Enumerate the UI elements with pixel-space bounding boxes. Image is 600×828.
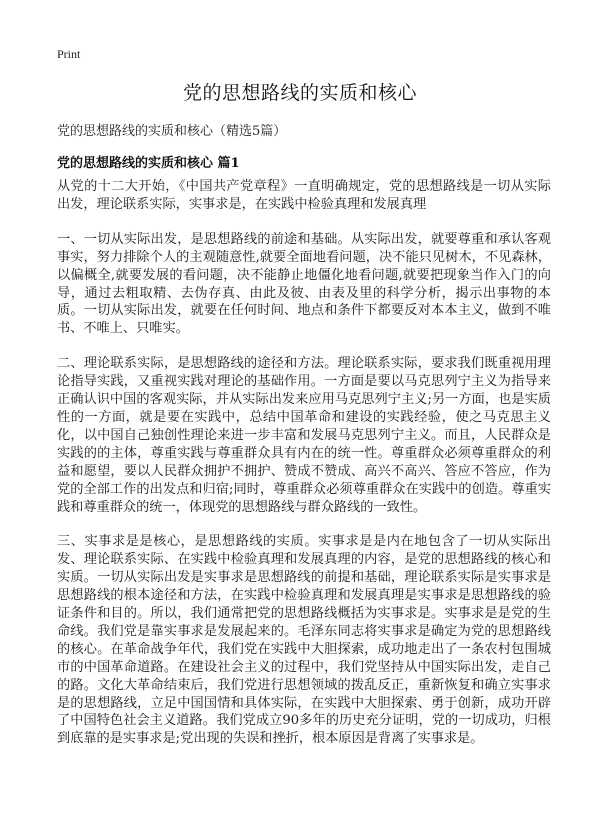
section-heading: 党的思想路线的实质和核心 篇1 [57, 156, 240, 171]
paragraph-two: 二、理论联系实际，是思想路线的途径和方法。理论联系实际，要求我们既重视用理论指导实践，又重视实践对理论的基础作用。一方面是要以马克思列宁主义为指导来正确认识中国的客观实际，并从实际出发来应用马克思列宁主义;另一方面，也是实质性的一方面，就是要在实践中，总结中国革命和建设的实践经验，使之马克思主义化，以中国自己独创性理论来进一步丰富和发展马克思列宁主义。而且，人民群众是实践的的主体，尊重实践与尊重群众具有内在的统一性。尊重群众必须尊重群众的利益和愿望，要以人民群众拥护不拥护、赞成不赞成、高兴不高兴、答应不答应，作为党的全部工作的出发点和归宿;同时，尊重群众必须尊重群众在实践中的创造。尊重实践和尊重群众的统一，体现党的思想路线与群众路线的一致性。 [57, 356, 551, 515]
print-label: Print [57, 47, 81, 61]
document-subtitle: 党的思想路线的实质和核心（精选5篇） [57, 124, 287, 139]
document-title: 党的思想路线的实质和核心 [182, 82, 417, 104]
paragraph-three: 三、实事求是是核心，是思想路线的实质。实事求是是内在地包含了一切从实际出发、理论联系实际、在实践中检验真理和发展真理的内容，是党的思想路线的核心和实质。一切从实际出发是实事求是思想路线的前提和基础，理论联系实际是实事求是思想路线的根本途径和方法，在实践中检验真理和发展真理是实事求是思想路线的验证条件和目的。所以，我们通常把党的思想路线概括为实事求是。实事求是是党的生命线。我们党是靠实事求是发展起来的。毛泽东同志将实事求是确定为党的思想路线的核心。在革命战争年代，我们党在实践中大胆探索，成功地走出了一条农村包围城市的中国革命道路。在建设社会主义的过程中，我们党坚持从中国实际出发，走自己的路。文化大革命结束后，我们党进行思想领域的拨乱反正，重新恢复和确立实事求是的思想路线，立足中国国情和具体实际，在实践中大胆探索、勇于创新，成功开辟了中国特色社会主义道路。我们党成立90多年的历史充分证明，党的一切成功，归根到底靠的是实事求是;党出现的失误和挫折，根本原因是背离了实事求是。 [57, 534, 551, 747]
document-body [57, 178, 551, 765]
paragraph-one: 一、一切从实际出发，是思想路线的前途和基础。从实际出发，就要尊重和承认客观事实，努力排除个人的主观随意性,就要全面地看问题，决不能只见树木，不见森林，以偏概全,就要发展的看问题，决不能静止地僵化地看问题,就要把现象当作入门的向导，通过去粗取精、去伪存真、由此及彼、由表及里的科学分析，揭示出事物的本质。一切从实际出发，就要在任何时间、地点和条件下都要反对本本主义，做到不唯书、不唯上、只唯实。 [57, 231, 551, 337]
paragraph-intro: 从党的十二大开始，《中国共产党章程》一直明确规定，党的思想路线是一切从实际出发，理论联系实际，实事求是，在实践中检验真理和发展真理 [57, 179, 551, 212]
